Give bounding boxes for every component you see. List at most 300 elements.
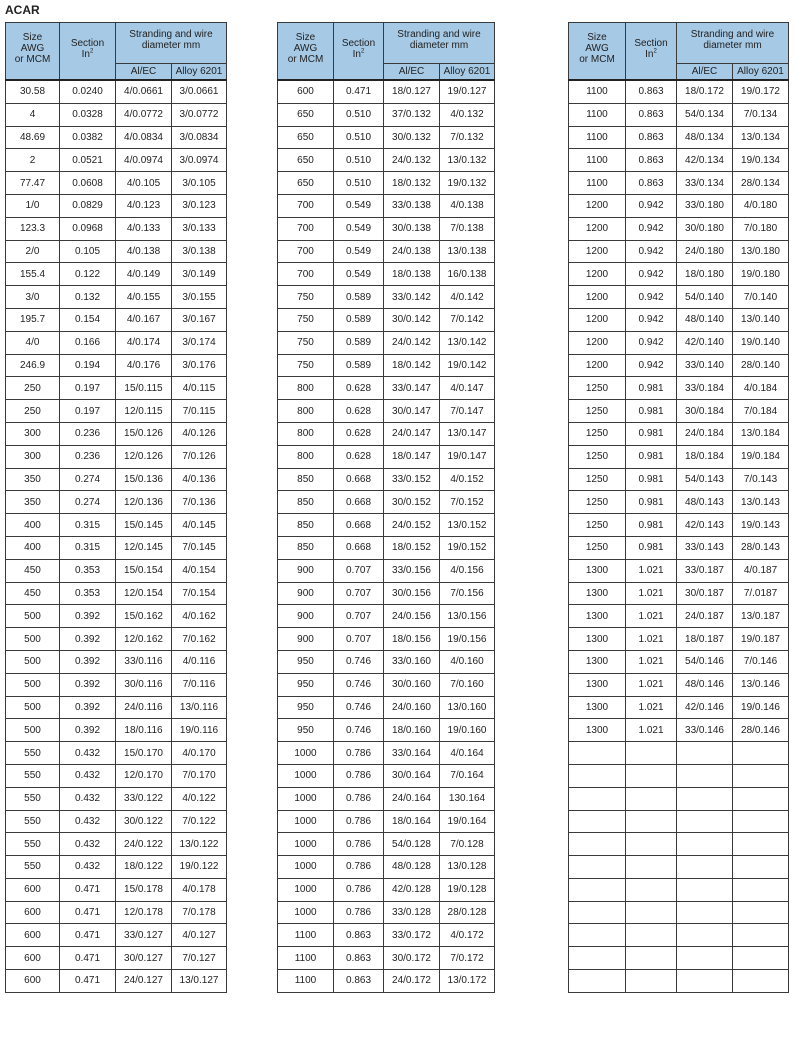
table-row <box>6 628 227 651</box>
table-row <box>278 308 495 331</box>
size-cell: 900 <box>278 628 334 651</box>
al-ec-cell: 18/0.187 <box>677 628 733 651</box>
table-row <box>6 468 227 491</box>
size-cell: 800 <box>278 445 334 468</box>
alloy-cell: 19/0.180 <box>733 263 789 286</box>
al-ec-cell: 18/0.160 <box>384 719 440 742</box>
alloy-cell: 7/0.164 <box>440 764 495 787</box>
size-cell: 650 <box>278 149 334 172</box>
alloy-cell: 13/0.187 <box>733 605 789 628</box>
size-cell: 900 <box>278 605 334 628</box>
al-ec-cell: 4/0.0772 <box>116 103 172 126</box>
alloy-cell: 19/0.172 <box>733 80 789 103</box>
alloy-cell: 13/0.146 <box>733 673 789 696</box>
al-ec-cell: 4/0.0661 <box>116 80 172 103</box>
table-row <box>278 126 495 149</box>
al-ec-cell: 24/0.116 <box>116 696 172 719</box>
alloy-cell: 4/0.172 <box>440 924 495 947</box>
table-row <box>278 787 495 810</box>
alloy-cell: 7/0.184 <box>733 400 789 423</box>
section-cell: 0.942 <box>626 263 677 286</box>
table-row <box>6 856 227 879</box>
table-row <box>278 514 495 537</box>
section-cell: 0.0240 <box>60 80 116 103</box>
alloy-cell: 7/0.132 <box>440 126 495 149</box>
table-row <box>6 673 227 696</box>
table-row <box>278 605 495 628</box>
alloy-cell: 19/0.184 <box>733 445 789 468</box>
section-cell: 0.510 <box>334 126 384 149</box>
size-header: Size AWG or MCM <box>278 23 334 81</box>
alloy-header: Alloy 6201 <box>440 64 495 81</box>
table-row <box>278 901 495 924</box>
size-cell: 4/0 <box>6 331 60 354</box>
alloy-cell: 13/0.134 <box>733 126 789 149</box>
alloy-cell: 13/0.132 <box>440 149 495 172</box>
section-cell: 1.021 <box>626 673 677 696</box>
section-cell: 0.471 <box>60 901 116 924</box>
alloy-cell <box>733 901 789 924</box>
size-cell: 1100 <box>569 80 626 103</box>
size-cell: 300 <box>6 422 60 445</box>
al-ec-cell: 33/0.164 <box>384 742 440 765</box>
size-cell: 650 <box>278 126 334 149</box>
size-cell: 1200 <box>569 217 626 240</box>
section-cell: 0.471 <box>60 924 116 947</box>
size-cell: 1300 <box>569 559 626 582</box>
section-cell: 0.786 <box>334 833 384 856</box>
al-ec-cell: 24/0.132 <box>384 149 440 172</box>
alloy-cell: 3/0.0834 <box>172 126 227 149</box>
al-ec-cell: 33/0.140 <box>677 354 733 377</box>
alloy-cell: 19/0.164 <box>440 810 495 833</box>
section-cell: 0.707 <box>334 605 384 628</box>
size-cell <box>569 742 626 765</box>
size-cell: 850 <box>278 514 334 537</box>
table-row <box>278 468 495 491</box>
section-cell: 0.707 <box>334 582 384 605</box>
alloy-cell: 4/0.164 <box>440 742 495 765</box>
table-row <box>569 172 789 195</box>
size-cell: 1100 <box>569 126 626 149</box>
table-row <box>569 787 789 810</box>
table-row <box>6 491 227 514</box>
size-cell: 1/0 <box>6 194 60 217</box>
section-cell: 0.746 <box>334 719 384 742</box>
section-cell: 0.0968 <box>60 217 116 240</box>
al-ec-cell: 12/0.126 <box>116 445 172 468</box>
table-row <box>278 149 495 172</box>
section-cell: 1.021 <box>626 582 677 605</box>
size-cell: 1000 <box>278 742 334 765</box>
alloy-cell: 19/0.152 <box>440 536 495 559</box>
section-cell: 0.353 <box>60 582 116 605</box>
alloy-cell: 19/0.134 <box>733 149 789 172</box>
table-row <box>569 308 789 331</box>
alloy-cell: 4/0.122 <box>172 787 227 810</box>
size-cell: 3/0 <box>6 286 60 309</box>
size-cell: 700 <box>278 217 334 240</box>
size-cell: 48.69 <box>6 126 60 149</box>
alloy-cell: 19/0.140 <box>733 331 789 354</box>
al-ec-cell <box>677 901 733 924</box>
table-row <box>278 810 495 833</box>
al-ec-cell: 24/0.152 <box>384 514 440 537</box>
size-cell: 750 <box>278 331 334 354</box>
al-ec-cell: 18/0.132 <box>384 172 440 195</box>
section-cell: 0.786 <box>334 878 384 901</box>
section-cell: 0.549 <box>334 194 384 217</box>
alloy-cell: 19/0.146 <box>733 696 789 719</box>
section-cell: 0.628 <box>334 422 384 445</box>
size-cell <box>569 810 626 833</box>
section-cell: 0.432 <box>60 856 116 879</box>
section-cell <box>626 764 677 787</box>
section-cell <box>626 901 677 924</box>
table-row <box>278 286 495 309</box>
section-cell: 0.942 <box>626 331 677 354</box>
size-cell: 500 <box>6 696 60 719</box>
section-cell <box>626 810 677 833</box>
al-ec-cell: 48/0.140 <box>677 308 733 331</box>
al-ec-cell: 15/0.162 <box>116 605 172 628</box>
section-cell: 0.942 <box>626 194 677 217</box>
section-cell: 0.392 <box>60 650 116 673</box>
al-ec-cell: 33/0.122 <box>116 787 172 810</box>
alloy-cell: 4/0.162 <box>172 605 227 628</box>
al-ec-cell: 30/0.116 <box>116 673 172 696</box>
al-ec-cell <box>677 970 733 993</box>
section-cell: 0.746 <box>334 696 384 719</box>
size-cell: 800 <box>278 422 334 445</box>
al-ec-cell: 30/0.122 <box>116 810 172 833</box>
alloy-cell: 4/0.147 <box>440 377 495 400</box>
size-cell: 1200 <box>569 263 626 286</box>
alloy-cell: 3/0.133 <box>172 217 227 240</box>
size-cell: 250 <box>6 377 60 400</box>
section-cell: 0.549 <box>334 263 384 286</box>
alloy-header: Alloy 6201 <box>733 64 789 81</box>
section-cell: 0.549 <box>334 240 384 263</box>
table-row <box>6 878 227 901</box>
size-cell: 1000 <box>278 833 334 856</box>
acar-table-1 <box>5 22 227 993</box>
table-row <box>6 240 227 263</box>
size-cell: 1250 <box>569 491 626 514</box>
table-row <box>278 742 495 765</box>
alloy-cell: 4/0.156 <box>440 559 495 582</box>
al-ec-cell: 54/0.128 <box>384 833 440 856</box>
section-cell: 0.510 <box>334 103 384 126</box>
section-cell: 0.628 <box>334 400 384 423</box>
al-ec-cell: 48/0.134 <box>677 126 733 149</box>
table-row <box>569 628 789 651</box>
table-row <box>569 80 789 103</box>
al-ec-cell: 33/0.116 <box>116 650 172 673</box>
al-ec-cell: 18/0.184 <box>677 445 733 468</box>
al-ec-cell: 48/0.143 <box>677 491 733 514</box>
al-ec-cell: 30/0.138 <box>384 217 440 240</box>
al-ec-cell: 33/0.128 <box>384 901 440 924</box>
size-cell: 850 <box>278 468 334 491</box>
size-cell: 700 <box>278 194 334 217</box>
section-header: Section In$^2$ <box>334 23 384 81</box>
section-cell <box>626 970 677 993</box>
al-ec-cell: 18/0.122 <box>116 856 172 879</box>
alloy-cell <box>733 970 789 993</box>
table-row <box>6 422 227 445</box>
table-row <box>569 810 789 833</box>
table-row <box>569 126 789 149</box>
table-row <box>569 856 789 879</box>
alloy-cell: 4/0.187 <box>733 559 789 582</box>
size-cell: 300 <box>6 445 60 468</box>
al-ec-cell: 15/0.115 <box>116 377 172 400</box>
table-row <box>6 286 227 309</box>
acar-table-2 <box>277 22 495 993</box>
table-row <box>6 810 227 833</box>
alloy-cell <box>733 810 789 833</box>
size-cell: 1250 <box>569 422 626 445</box>
size-cell: 1100 <box>569 103 626 126</box>
al-ec-cell: 30/0.142 <box>384 308 440 331</box>
alloy-cell: 19/0.147 <box>440 445 495 468</box>
al-ec-cell: 18/0.156 <box>384 628 440 651</box>
al-ec-header: Al/EC <box>384 64 440 81</box>
section-cell: 0.392 <box>60 696 116 719</box>
section-cell <box>626 878 677 901</box>
table-row <box>278 856 495 879</box>
alloy-cell: 13/0.147 <box>440 422 495 445</box>
section-cell: 0.432 <box>60 787 116 810</box>
section-cell <box>626 833 677 856</box>
section-header: Section In$^2$ <box>60 23 116 81</box>
al-ec-cell: 12/0.115 <box>116 400 172 423</box>
size-cell: 1000 <box>278 901 334 924</box>
table-row <box>569 194 789 217</box>
alloy-cell: 3/0.105 <box>172 172 227 195</box>
size-cell: 1100 <box>278 970 334 993</box>
size-cell: 1300 <box>569 605 626 628</box>
table-row <box>6 149 227 172</box>
alloy-cell: 7/0.134 <box>733 103 789 126</box>
alloy-cell: 28/0.128 <box>440 901 495 924</box>
size-cell: 750 <box>278 308 334 331</box>
section-cell: 0.549 <box>334 217 384 240</box>
alloy-cell: 13/0.122 <box>172 833 227 856</box>
section-cell: 0.353 <box>60 559 116 582</box>
alloy-cell: 28/0.140 <box>733 354 789 377</box>
size-cell: 2/0 <box>6 240 60 263</box>
al-ec-cell <box>677 833 733 856</box>
al-ec-cell: 4/0.123 <box>116 194 172 217</box>
section-cell: 1.021 <box>626 628 677 651</box>
table-row <box>6 194 227 217</box>
size-cell: 1000 <box>278 878 334 901</box>
al-ec-cell: 4/0.133 <box>116 217 172 240</box>
size-cell: 550 <box>6 764 60 787</box>
alloy-cell <box>733 742 789 765</box>
size-cell: 500 <box>6 719 60 742</box>
alloy-cell: 3/0.167 <box>172 308 227 331</box>
al-ec-cell: 24/0.156 <box>384 605 440 628</box>
size-cell: 1300 <box>569 628 626 651</box>
section-cell: 0.707 <box>334 559 384 582</box>
al-ec-cell <box>677 856 733 879</box>
section-cell: 0.0829 <box>60 194 116 217</box>
al-ec-cell: 30/0.184 <box>677 400 733 423</box>
size-cell <box>569 787 626 810</box>
size-cell: 700 <box>278 240 334 263</box>
alloy-cell: 4/0.180 <box>733 194 789 217</box>
table-row <box>569 559 789 582</box>
section-cell: 0.392 <box>60 605 116 628</box>
al-ec-cell: 37/0.132 <box>384 103 440 126</box>
size-cell: 1300 <box>569 719 626 742</box>
al-ec-cell <box>677 742 733 765</box>
al-ec-cell: 30/0.164 <box>384 764 440 787</box>
size-cell: 600 <box>6 970 60 993</box>
table-row <box>278 331 495 354</box>
section-cell <box>626 787 677 810</box>
stranding-header: Stranding and wire diameter mm <box>384 23 495 64</box>
section-cell: 0.236 <box>60 422 116 445</box>
table-row <box>569 400 789 423</box>
section-cell <box>626 856 677 879</box>
section-cell: 0.510 <box>334 172 384 195</box>
alloy-cell: 19/0.116 <box>172 719 227 742</box>
alloy-cell: 13/0.160 <box>440 696 495 719</box>
table-row <box>6 764 227 787</box>
al-ec-cell: 12/0.154 <box>116 582 172 605</box>
alloy-cell: 13/0.116 <box>172 696 227 719</box>
section-cell: 0.432 <box>60 764 116 787</box>
table-row <box>278 263 495 286</box>
size-cell: 1250 <box>569 536 626 559</box>
table-row <box>569 491 789 514</box>
section-cell: 0.105 <box>60 240 116 263</box>
alloy-cell: 7/0.180 <box>733 217 789 240</box>
al-ec-cell: 30/0.147 <box>384 400 440 423</box>
size-cell: 1250 <box>569 377 626 400</box>
table-row <box>569 354 789 377</box>
section-cell: 0.786 <box>334 810 384 833</box>
table-row <box>6 947 227 970</box>
section-cell: 0.589 <box>334 308 384 331</box>
section-cell: 0.392 <box>60 719 116 742</box>
table-row <box>569 833 789 856</box>
table-row <box>569 240 789 263</box>
table-row <box>569 719 789 742</box>
size-cell: 1100 <box>278 947 334 970</box>
size-header: Size AWG or MCM <box>569 23 626 81</box>
al-ec-cell: 42/0.143 <box>677 514 733 537</box>
al-ec-cell: 24/0.160 <box>384 696 440 719</box>
size-cell: 1000 <box>278 787 334 810</box>
section-cell: 0.981 <box>626 536 677 559</box>
table-row <box>569 331 789 354</box>
alloy-cell <box>733 878 789 901</box>
section-cell: 0.0382 <box>60 126 116 149</box>
alloy-cell: 7/0.160 <box>440 673 495 696</box>
alloy-cell: 13/0.184 <box>733 422 789 445</box>
alloy-cell: 16/0.138 <box>440 263 495 286</box>
size-cell: 1250 <box>569 445 626 468</box>
table-row <box>278 240 495 263</box>
alloy-header: Alloy 6201 <box>172 64 227 81</box>
al-ec-cell: 24/0.184 <box>677 422 733 445</box>
section-cell: 0.786 <box>334 901 384 924</box>
al-ec-cell <box>677 764 733 787</box>
al-ec-cell: 18/0.116 <box>116 719 172 742</box>
stranding-header: Stranding and wire diameter mm <box>116 23 227 64</box>
section-cell: 0.786 <box>334 742 384 765</box>
alloy-cell: 4/0.154 <box>172 559 227 582</box>
size-cell: 2 <box>6 149 60 172</box>
table-row <box>569 605 789 628</box>
al-ec-cell: 4/0.138 <box>116 240 172 263</box>
al-ec-cell: 33/0.180 <box>677 194 733 217</box>
section-cell: 0.0328 <box>60 103 116 126</box>
alloy-cell: 19/0.122 <box>172 856 227 879</box>
al-ec-cell: 12/0.178 <box>116 901 172 924</box>
table-row <box>6 605 227 628</box>
section-cell: 0.981 <box>626 400 677 423</box>
table-row <box>569 947 789 970</box>
size-cell <box>569 833 626 856</box>
al-ec-cell: 30/0.127 <box>116 947 172 970</box>
al-ec-cell: 30/0.132 <box>384 126 440 149</box>
al-ec-cell: 30/0.152 <box>384 491 440 514</box>
section-cell: 0.981 <box>626 514 677 537</box>
alloy-cell: 7/0.128 <box>440 833 495 856</box>
size-cell: 650 <box>278 172 334 195</box>
table-row <box>569 422 789 445</box>
section-cell: 1.021 <box>626 559 677 582</box>
table-row <box>278 536 495 559</box>
size-cell: 1300 <box>569 696 626 719</box>
al-ec-cell: 4/0.155 <box>116 286 172 309</box>
section-cell: 0.981 <box>626 422 677 445</box>
table-row <box>6 742 227 765</box>
section-cell: 0.863 <box>626 80 677 103</box>
al-ec-cell: 30/0.180 <box>677 217 733 240</box>
table-row <box>6 445 227 468</box>
section-cell: 0.315 <box>60 514 116 537</box>
size-cell: 1250 <box>569 400 626 423</box>
table-row <box>278 673 495 696</box>
alloy-cell: 19/0.187 <box>733 628 789 651</box>
al-ec-cell: 18/0.180 <box>677 263 733 286</box>
section-cell: 0.668 <box>334 491 384 514</box>
al-ec-cell: 24/0.147 <box>384 422 440 445</box>
table-row <box>6 103 227 126</box>
section-cell: 0.863 <box>334 924 384 947</box>
alloy-cell: 19/0.142 <box>440 354 495 377</box>
section-cell <box>626 947 677 970</box>
page-title: ACAR <box>5 3 40 17</box>
section-cell: 1.021 <box>626 696 677 719</box>
size-cell: 600 <box>278 80 334 103</box>
size-cell: 1100 <box>569 172 626 195</box>
size-cell: 1250 <box>569 514 626 537</box>
alloy-cell: 4/0.184 <box>733 377 789 400</box>
al-ec-cell <box>677 924 733 947</box>
table-row <box>6 787 227 810</box>
al-ec-cell: 42/0.140 <box>677 331 733 354</box>
size-cell: 950 <box>278 719 334 742</box>
size-cell <box>569 878 626 901</box>
